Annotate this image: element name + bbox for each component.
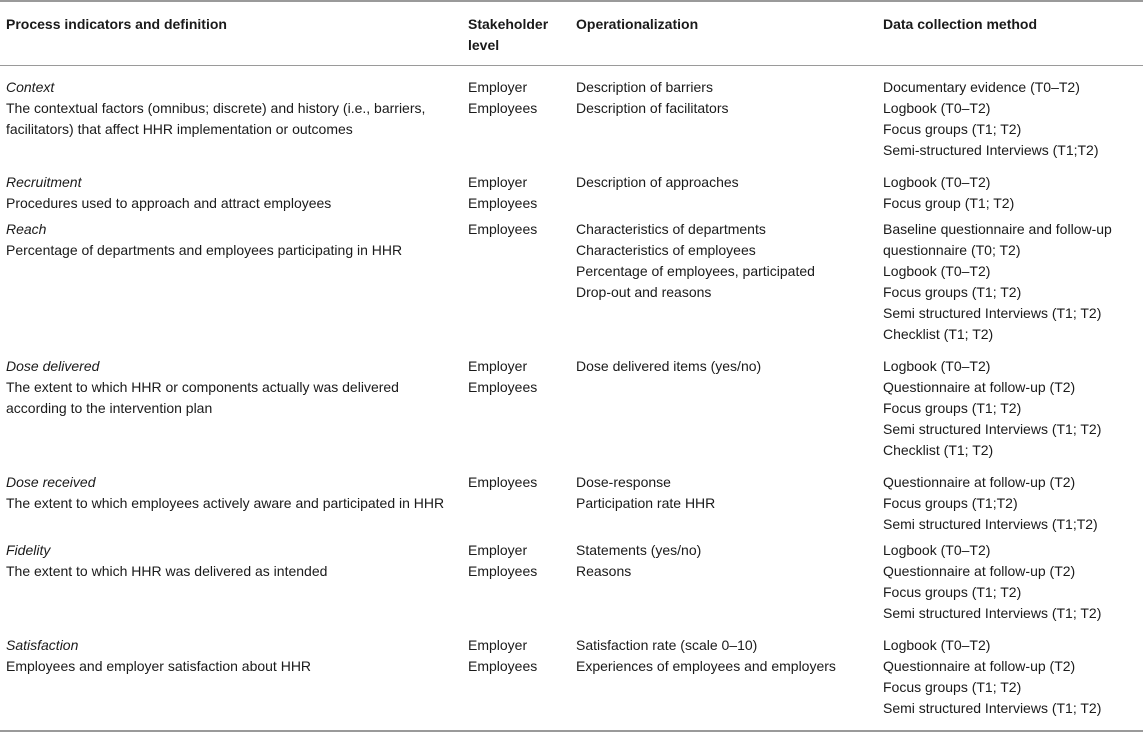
method-item: Semi structured Interviews (T1; T2) (883, 605, 1102, 621)
indicator-name: Fidelity (6, 542, 51, 558)
indicator-cell (0, 172, 462, 219)
method-item: questionnaire (T0; T2) (883, 242, 1021, 258)
operationalization-cell (570, 219, 877, 356)
indicator-name: Recruitment (6, 174, 82, 190)
method-item: Logbook (T0–T2) (883, 542, 991, 558)
stakeholder-cell (462, 66, 570, 173)
method-item: Logbook (T0–T2) (883, 174, 991, 190)
stakeholder-item: Employees (468, 100, 538, 116)
operationalization-cell (570, 66, 877, 173)
method-item: Focus groups (T1; T2) (883, 400, 1022, 416)
method-item: Questionnaire at follow-up (T2) (883, 563, 1076, 579)
table-row (0, 540, 1143, 635)
operationalization-item: Description of facilitators (576, 100, 729, 116)
operationalization-item: Characteristics of employees (576, 242, 756, 258)
operationalization-item: Description of approaches (576, 174, 739, 190)
stakeholder-cell (462, 172, 570, 219)
stakeholder-item: Employees (468, 474, 538, 490)
method-item: Focus groups (T1; T2) (883, 284, 1022, 300)
stakeholder-cell (462, 540, 570, 635)
method-item: Focus group (T1; T2) (883, 195, 1015, 211)
indicator-cell (0, 66, 462, 173)
method-cell (877, 356, 1143, 472)
stakeholder-cell (462, 472, 570, 540)
header-stakeholder (462, 1, 570, 66)
stakeholder-item: Employer (468, 174, 528, 190)
method-cell (877, 172, 1143, 219)
method-item: Semi-structured Interviews (T1;T2) (883, 142, 1099, 158)
method-item: Focus groups (T1; T2) (883, 121, 1022, 137)
table-row (0, 172, 1143, 219)
method-item: Semi structured Interviews (T1; T2) (883, 421, 1102, 437)
header-stakeholder-text: Stakeholder level (468, 16, 549, 53)
table-header (0, 1, 1143, 66)
method-item: Semi structured Interviews (T1; T2) (883, 305, 1102, 321)
method-item: Questionnaire at follow-up (T2) (883, 379, 1076, 395)
indicator-definition: The contextual factors (omnibus; discrete) and history (i.e., barriers, facilitators) that affect HHR implementation or outcomes (6, 100, 426, 137)
method-cell (877, 219, 1143, 356)
indicator-cell (0, 219, 462, 356)
table-row (0, 219, 1143, 356)
indicator-name: Reach (6, 221, 47, 237)
operationalization-item: Experiences of employees and employers (576, 658, 836, 674)
operationalization-cell (570, 356, 877, 472)
method-item: Focus groups (T1; T2) (883, 679, 1022, 695)
method-item: Logbook (T0–T2) (883, 637, 991, 653)
stakeholder-item: Employees (468, 658, 538, 674)
header-row (0, 1, 1143, 66)
method-item: Logbook (T0–T2) (883, 358, 991, 374)
indicator-cell (0, 472, 462, 540)
indicator-name: Context (6, 79, 55, 95)
stakeholder-item: Employees (468, 195, 538, 211)
indicator-name: Dose received (6, 474, 96, 490)
indicator-definition: The extent to which HHR or components actually was delivered according to the intervention plan (6, 379, 399, 416)
table-row (0, 66, 1143, 173)
table-row (0, 356, 1143, 472)
stakeholder-cell (462, 356, 570, 472)
indicator-cell (0, 635, 462, 731)
method-item: Questionnaire at follow-up (T2) (883, 474, 1076, 490)
stakeholder-cell (462, 635, 570, 731)
indicator-definition: The extent to which employees actively aware and participated in HHR (6, 495, 445, 511)
operationalization-item: Participation rate HHR (576, 495, 716, 511)
method-item: Documentary evidence (T0–T2) (883, 79, 1080, 95)
operationalization-item: Reasons (576, 563, 632, 579)
stakeholder-item: Employer (468, 637, 528, 653)
indicator-definition: Employees and employer satisfaction about HHR (6, 658, 312, 674)
indicator-definition: Procedures used to approach and attract employees (6, 195, 332, 211)
method-cell (877, 540, 1143, 635)
operationalization-item: Percentage of employees, participated (576, 263, 815, 279)
method-item: Baseline questionnaire and follow-up (883, 221, 1112, 237)
operationalization-item: Description of barriers (576, 79, 713, 95)
method-item: Semi structured Interviews (T1;T2) (883, 516, 1098, 532)
method-item: Checklist (T1; T2) (883, 442, 994, 458)
method-item: Logbook (T0–T2) (883, 263, 991, 279)
operationalization-item: Drop-out and reasons (576, 284, 712, 300)
method-item: Logbook (T0–T2) (883, 100, 991, 116)
method-item: Questionnaire at follow-up (T2) (883, 658, 1076, 674)
stakeholder-item: Employees (468, 379, 538, 395)
operationalization-item: Characteristics of departments (576, 221, 766, 237)
stakeholder-item: Employer (468, 79, 528, 95)
operationalization-cell (570, 540, 877, 635)
header-data-collection: Data collection method (883, 16, 1038, 32)
operationalization-item: Satisfaction rate (scale 0–10) (576, 637, 758, 653)
method-cell (877, 66, 1143, 173)
indicator-cell (0, 356, 462, 472)
method-cell (877, 635, 1143, 731)
indicator-name: Satisfaction (6, 637, 79, 653)
method-item: Checklist (T1; T2) (883, 326, 994, 342)
operationalization-cell (570, 472, 877, 540)
stakeholder-item: Employees (468, 563, 538, 579)
table-body (0, 66, 1143, 732)
method-item: Focus groups (T1; T2) (883, 584, 1022, 600)
table-row (0, 635, 1143, 731)
table-row (0, 472, 1143, 540)
stakeholder-cell (462, 219, 570, 356)
operationalization-item: Statements (yes/no) (576, 542, 702, 558)
indicator-cell (0, 540, 462, 635)
method-item: Semi structured Interviews (T1; T2) (883, 700, 1102, 716)
operationalization-item: Dose delivered items (yes/no) (576, 358, 762, 374)
stakeholder-item: Employer (468, 542, 528, 558)
operationalization-cell (570, 172, 877, 219)
indicator-definition: Percentage of departments and employees participating in HHR (6, 242, 403, 258)
stakeholder-item: Employees (468, 221, 538, 237)
header-operationalization: Operationalization (576, 16, 699, 32)
method-cell (877, 472, 1143, 540)
indicator-definition: The extent to which HHR was delivered as intended (6, 563, 328, 579)
indicator-name: Dose delivered (6, 358, 100, 374)
method-item: Focus groups (T1;T2) (883, 495, 1018, 511)
operationalization-item: Dose-response (576, 474, 671, 490)
header-indicator: Process indicators and definition (6, 16, 227, 32)
stakeholder-item: Employer (468, 358, 528, 374)
operationalization-cell (570, 635, 877, 731)
